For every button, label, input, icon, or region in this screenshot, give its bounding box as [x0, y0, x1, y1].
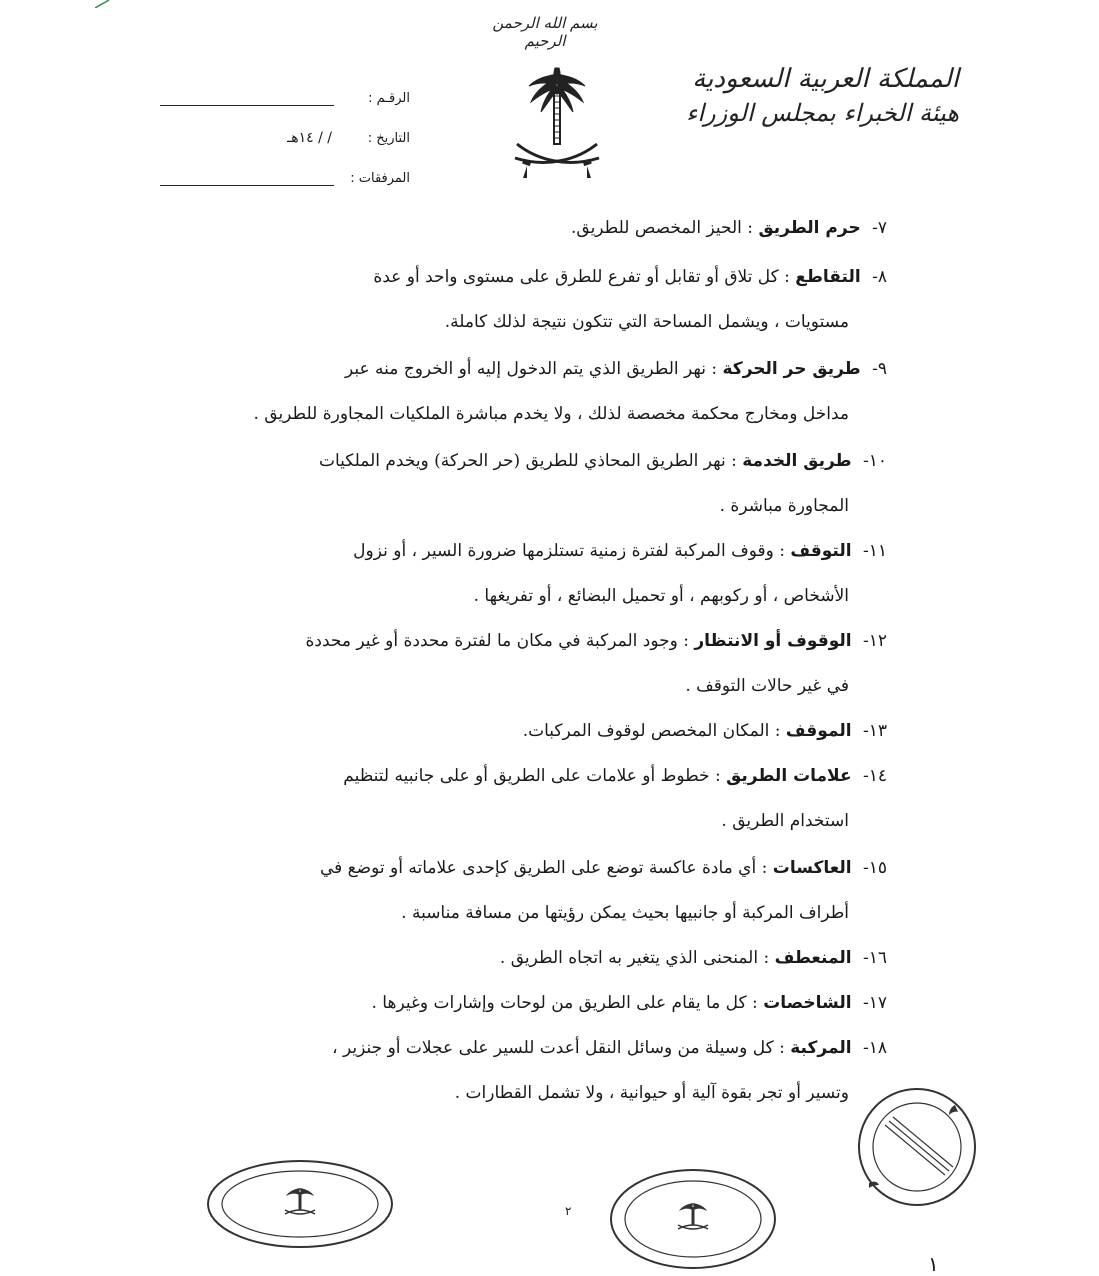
- item-number: ١٢-: [862, 631, 887, 651]
- definition-item: [232, 529, 887, 619]
- ref-number-label: الرقـم :: [368, 91, 410, 106]
- definition-item: [232, 1026, 887, 1116]
- item-continuation: المجاورة مباشرة .: [719, 496, 849, 516]
- item-term: المركبة: [790, 1038, 852, 1058]
- definition-item: [232, 981, 887, 1026]
- authority-name: هيئة الخبراء بمجلس الوزراء: [686, 99, 959, 127]
- definition-item: [232, 347, 887, 437]
- page-number: ٢: [565, 1204, 572, 1218]
- item-text: : وجود المركبة في مكان ما لفترة محددة أو غير محددة: [305, 631, 689, 651]
- item-text: : كل ما يقام على الطريق من لوحات وإشارات وغيرها .: [371, 993, 758, 1013]
- ref-number-line: [160, 89, 334, 106]
- reference-block: [160, 66, 410, 186]
- attachments-line: [160, 169, 334, 186]
- item-term: طريق الخدمة: [742, 451, 852, 471]
- item-text: : نهر الطريق الذي يتم الدخول إليه أو الخروج منه عبر: [344, 359, 718, 379]
- item-term: التقاطع: [795, 267, 861, 287]
- item-term: علامات الطريق: [726, 766, 852, 786]
- item-continuation: في غير حالات التوقف .: [685, 676, 849, 696]
- kingdom-name: المملكة العربية السعودية: [692, 64, 959, 94]
- item-continuation: وتسير أو تجر بقوة آلية أو حيوانية ، ولا تشمل القطارات .: [454, 1083, 849, 1103]
- item-text: : كل وسيلة من وسائل النقل أعدت للسير على عجلات أو جنزير ،: [332, 1038, 785, 1058]
- definition-item: [232, 619, 887, 709]
- corner-scan-mark: [95, 0, 115, 8]
- item-term: الشاخصات: [763, 993, 852, 1013]
- item-text: : المنحنى الذي يتغير به اتجاه الطريق .: [499, 948, 770, 968]
- date-value: / / ١٤هـ: [287, 130, 332, 146]
- left-oval-stamp: [205, 1158, 395, 1250]
- basmala: بسم الله الرحمن الرحيم: [492, 14, 598, 50]
- item-number: ١٤-: [862, 766, 887, 786]
- item-number: ٧-: [872, 218, 887, 238]
- item-text: : المكان المخصص لوقوف المركبات.: [522, 721, 781, 741]
- item-term: حرم الطريق: [758, 218, 861, 238]
- item-text: : كل تلاق أو تقابل أو تفرع للطرق على مستوى واحد أو عدة: [373, 267, 790, 287]
- item-number: ١٣-: [862, 721, 887, 741]
- item-continuation: مستويات ، ويشمل المساحة التي تتكون نتيجة لذلك كاملة.: [444, 312, 849, 332]
- definition-item: [232, 255, 887, 345]
- item-continuation: مداخل ومخارج محكمة مخصصة لذلك ، ولا يخدم مباشرة الملكيات المجاورة للطريق .: [253, 404, 849, 424]
- item-number: ١٧-: [862, 993, 887, 1013]
- definition-item: [232, 936, 887, 981]
- item-text: : نهر الطريق المحاذي للطريق (حر الحركة) ويخدم الملكيات: [318, 451, 737, 471]
- definition-item: [232, 439, 887, 529]
- center-oval-stamp: [608, 1167, 778, 1272]
- item-term: التوقف: [790, 541, 852, 561]
- item-number: ١٦-: [862, 948, 887, 968]
- attachments-row: [160, 146, 410, 186]
- definition-item: [232, 709, 887, 754]
- definitions-list: [232, 206, 887, 1116]
- item-term: الموقف: [785, 721, 852, 741]
- definition-item: [232, 754, 887, 844]
- item-text: : خطوط أو علامات على الطريق أو على جانبيه لتنظيم: [343, 766, 721, 786]
- item-number: ٨-: [872, 267, 887, 287]
- date-row: [160, 106, 410, 146]
- item-text: : الحيز المخصص للطريق.: [570, 218, 754, 238]
- attachments-label: المرفقات :: [350, 171, 410, 186]
- item-text: : أي مادة عاكسة توضع على الطريق كإحدى علاماته أو توضع في: [319, 858, 768, 878]
- item-number: ١١-: [862, 541, 887, 561]
- date-label: التاريخ :: [367, 131, 410, 146]
- item-term: الوقوف أو الانتظار: [694, 631, 852, 651]
- item-continuation: أطراف المركبة أو جانبيها بحيث يمكن رؤيتها من مسافة مناسبة .: [401, 903, 849, 923]
- item-number: ١٨-: [862, 1038, 887, 1058]
- letterhead: [659, 62, 959, 130]
- palm-swords-emblem-icon: [507, 64, 607, 184]
- corner-page-mark: ١: [928, 1252, 939, 1276]
- item-continuation: استخدام الطريق .: [721, 811, 849, 831]
- item-text: : وقوف المركبة لفترة زمنية تستلزمها ضرورة السير ، أو نزول: [353, 541, 785, 561]
- right-round-stamp: [855, 1085, 980, 1210]
- item-term: العاكسات: [772, 858, 852, 878]
- item-number: ٩-: [872, 359, 887, 379]
- definition-item: [232, 206, 887, 251]
- ref-number-row: [160, 66, 410, 106]
- item-number: ١٥-: [862, 858, 887, 878]
- item-term: المنعطف: [774, 948, 852, 968]
- definition-item: [232, 846, 887, 936]
- item-number: ١٠-: [862, 451, 887, 471]
- item-term: طريق حر الحركة: [722, 359, 861, 379]
- item-continuation: الأشخاص ، أو ركوبهم ، أو تحميل البضائع ، أو تفريغها .: [473, 586, 849, 606]
